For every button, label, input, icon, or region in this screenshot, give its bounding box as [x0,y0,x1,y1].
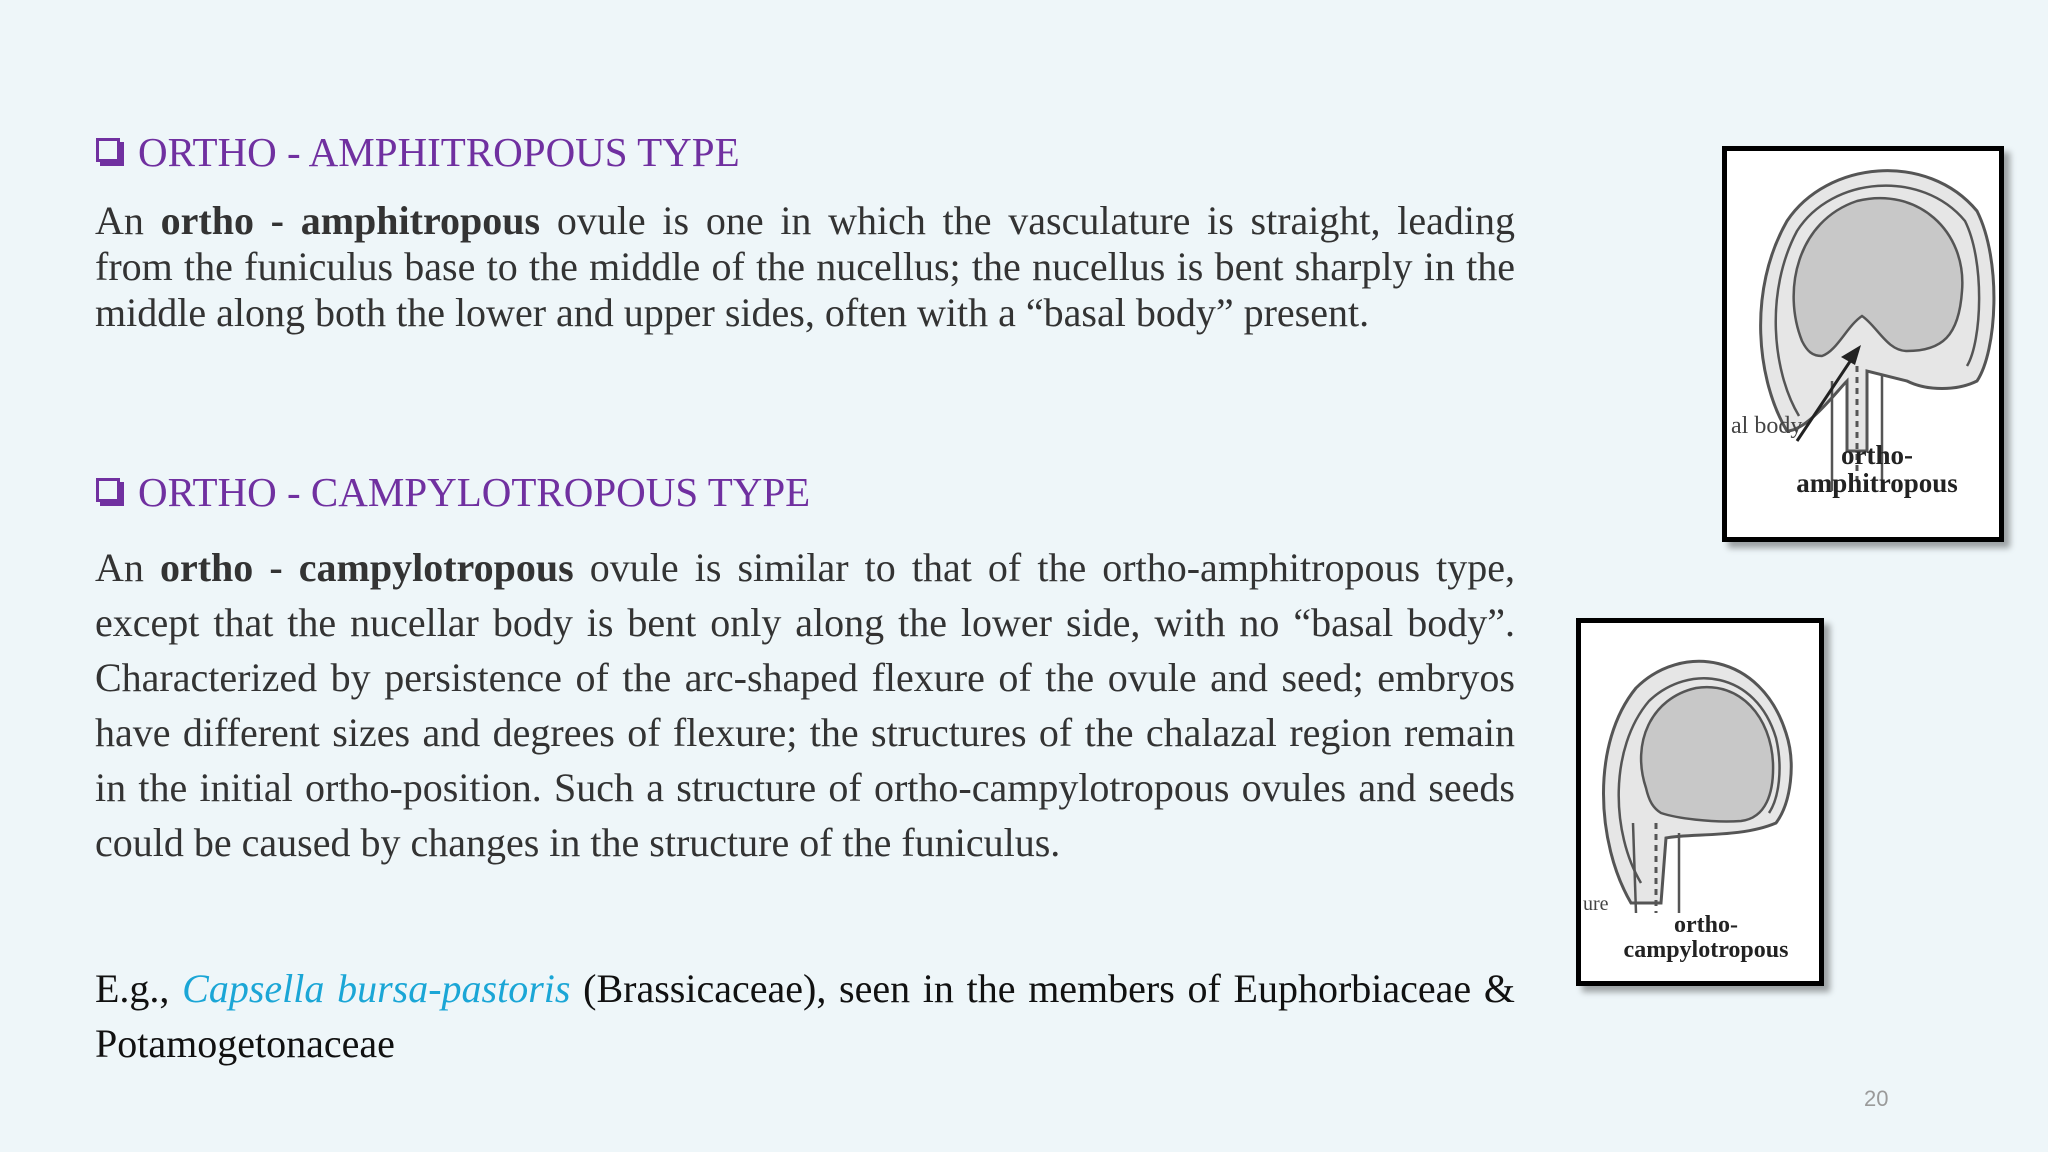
term-ortho-amphitropous: ortho - amphitropous [160,198,541,243]
heading-text: ORTHO - CAMPYLOTROPOUS TYPE [138,469,811,515]
paragraph-ortho-amphitropous: An ortho - amphitropous ovule is one in which the vasculature is straight, leading from the funiculus base to the middle of the nucellus; the nucellus is bent sharply in the middle along both the lower and upper sides, often with a “basal body” present. [95,198,1515,335]
checkbox-bullet-icon [96,138,120,162]
heading-ortho-campylotropous [96,468,810,516]
figure-side-label: ure [1583,893,1609,915]
heading-text: ORTHO - AMPHITROPOUS TYPE [138,129,740,175]
figure-side-label: al body [1731,413,1803,439]
checkbox-bullet-icon [96,478,120,502]
paragraph-ortho-campylotropous: An ortho - campylotropous ovule is similar to that of the ortho-amphitropous type, except that the nucellar body is bent only along the lower side, with no “basal body”. Characterized by persistence of the arc-shaped flexure of the ovule and seed; embryos have different sizes and degrees of flexure; the structures of the chalazal region remain in the initial ortho-position. Such a structure of ortho-campylotropous ovules and seeds could be caused by changes in the structure of the funiculus. [95,545,1515,865]
page-number: 20 [1864,1086,1889,1111]
figure-caption: ortho- campylotropous [1623,912,1789,964]
figure-ortho-campylotropous [1576,618,1824,986]
species-name: Capsella bursa-pastoris [182,966,571,1011]
figure-ortho-amphitropous [1722,146,2004,542]
figure-caption: ortho- amphitropous [1796,440,1958,499]
term-ortho-campylotropous: ortho - campylotropous [159,545,574,590]
example-paragraph: E.g., Capsella bursa-pastoris (Brassicaceae), seen in the members of Euphorbiaceae & Potamogetonaceae [95,966,1515,1066]
heading-ortho-amphitropous [96,128,740,176]
